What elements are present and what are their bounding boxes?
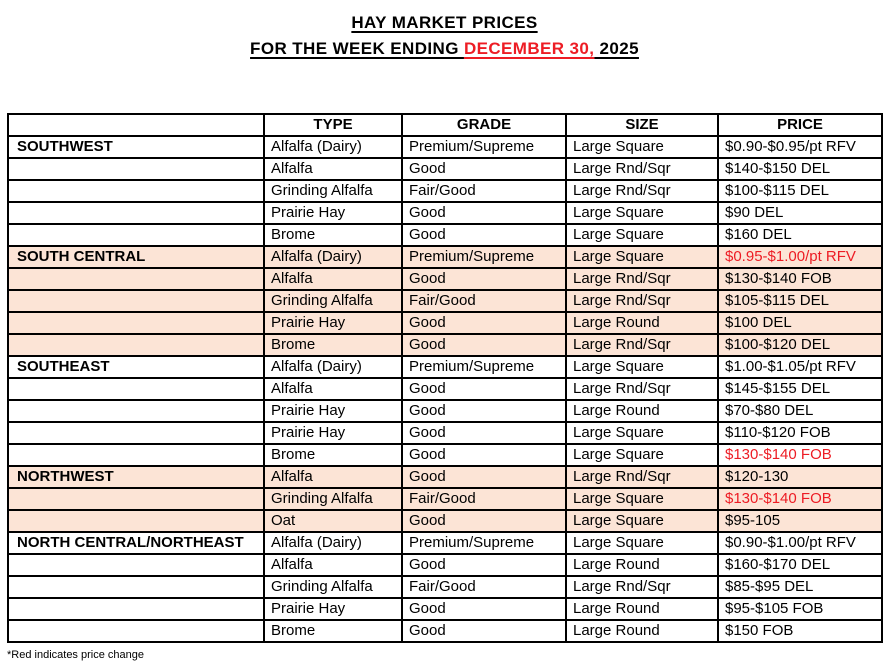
region-cell-empty (8, 576, 264, 598)
subtitle-date-highlight: DECEMBER 30, (463, 39, 595, 58)
grade-cell: Good (402, 444, 566, 466)
region-cell-empty (8, 378, 264, 400)
price-cell: $100-$120 DEL (718, 334, 882, 356)
grade-cell: Good (402, 400, 566, 422)
grade-cell: Good (402, 334, 566, 356)
price-cell: $95-$105 FOB (718, 598, 882, 620)
subtitle-year: 2025 (594, 39, 639, 58)
type-cell: Grinding Alfalfa (264, 488, 402, 510)
grade-cell: Good (402, 554, 566, 576)
table-row (8, 268, 882, 290)
price-cell: $100-$115 DEL (718, 180, 882, 202)
region-cell: NORTH CENTRAL/NORTHEAST (8, 532, 264, 554)
grade-cell: Premium/Supreme (402, 246, 566, 268)
price-cell: $0.90-$1.00/pt RFV (718, 532, 882, 554)
region-cell-empty (8, 510, 264, 532)
page-subtitle (0, 36, 889, 62)
size-cell: Large Rnd/Sqr (566, 576, 718, 598)
size-cell: Large Square (566, 224, 718, 246)
price-cell: $105-$115 DEL (718, 290, 882, 312)
size-cell: Large Square (566, 246, 718, 268)
region-cell: SOUTH CENTRAL (8, 246, 264, 268)
grade-cell: Good (402, 158, 566, 180)
region-cell-empty (8, 422, 264, 444)
size-cell: Large Rnd/Sqr (566, 158, 718, 180)
header-row (8, 114, 882, 136)
hay-price-table (7, 113, 883, 643)
grade-cell: Fair/Good (402, 290, 566, 312)
region-cell-empty (8, 620, 264, 642)
price-cell: $0.90-$0.95/pt RFV (718, 136, 882, 158)
price-cell: $110-$120 FOB (718, 422, 882, 444)
type-cell: Grinding Alfalfa (264, 290, 402, 312)
grade-cell: Fair/Good (402, 488, 566, 510)
table-row (8, 466, 882, 488)
table-row (8, 488, 882, 510)
type-cell: Alfalfa (264, 268, 402, 290)
type-cell: Brome (264, 224, 402, 246)
size-cell: Large Square (566, 422, 718, 444)
region-cell-empty (8, 488, 264, 510)
type-cell: Brome (264, 334, 402, 356)
header-size: SIZE (566, 114, 718, 136)
header-region (8, 114, 264, 136)
region-cell-empty (8, 180, 264, 202)
type-cell: Oat (264, 510, 402, 532)
size-cell: Large Square (566, 444, 718, 466)
type-cell: Prairie Hay (264, 202, 402, 224)
type-cell: Grinding Alfalfa (264, 576, 402, 598)
grade-cell: Good (402, 224, 566, 246)
price-cell: $130-$140 FOB (718, 444, 882, 466)
size-cell: Large Round (566, 400, 718, 422)
document-header (0, 10, 889, 62)
size-cell: Large Square (566, 488, 718, 510)
size-cell: Large Rnd/Sqr (566, 180, 718, 202)
table-row (8, 246, 882, 268)
region-cell-empty (8, 554, 264, 576)
region-cell-empty (8, 312, 264, 334)
table-row (8, 202, 882, 224)
type-cell: Alfalfa (264, 466, 402, 488)
table-row (8, 422, 882, 444)
size-cell: Large Square (566, 356, 718, 378)
page-title (0, 10, 889, 36)
size-cell: Large Rnd/Sqr (566, 334, 718, 356)
page-title-text: HAY MARKET PRICES (351, 13, 538, 32)
size-cell: Large Round (566, 312, 718, 334)
price-cell: $140-$150 DEL (718, 158, 882, 180)
footnote: *Red indicates price change (7, 649, 144, 661)
region-cell-empty (8, 444, 264, 466)
table-row (8, 180, 882, 202)
region-cell-empty (8, 224, 264, 246)
region-cell: NORTHWEST (8, 466, 264, 488)
type-cell: Brome (264, 620, 402, 642)
table-row (8, 532, 882, 554)
price-cell: $160 DEL (718, 224, 882, 246)
price-cell: $120-130 (718, 466, 882, 488)
table-row (8, 400, 882, 422)
grade-cell: Premium/Supreme (402, 532, 566, 554)
table-row (8, 290, 882, 312)
size-cell: Large Round (566, 620, 718, 642)
grade-cell: Good (402, 268, 566, 290)
header-price: PRICE (718, 114, 882, 136)
table-row (8, 510, 882, 532)
price-cell: $85-$95 DEL (718, 576, 882, 598)
price-cell: $0.95-$1.00/pt RFV (718, 246, 882, 268)
size-cell: Large Rnd/Sqr (566, 268, 718, 290)
table-row (8, 576, 882, 598)
size-cell: Large Round (566, 598, 718, 620)
price-cell: $150 FOB (718, 620, 882, 642)
grade-cell: Good (402, 378, 566, 400)
header-type: TYPE (264, 114, 402, 136)
price-cell: $100 DEL (718, 312, 882, 334)
table-row (8, 136, 882, 158)
table-row (8, 312, 882, 334)
price-cell: $160-$170 DEL (718, 554, 882, 576)
table-row (8, 378, 882, 400)
grade-cell: Good (402, 598, 566, 620)
type-cell: Prairie Hay (264, 422, 402, 444)
size-cell: Large Square (566, 510, 718, 532)
region-cell-empty (8, 158, 264, 180)
table-row (8, 554, 882, 576)
price-cell: $95-105 (718, 510, 882, 532)
table-row (8, 444, 882, 466)
size-cell: Large Rnd/Sqr (566, 466, 718, 488)
grade-cell: Fair/Good (402, 180, 566, 202)
region-cell-empty (8, 202, 264, 224)
size-cell: Large Round (566, 554, 718, 576)
price-cell: $130-$140 FOB (718, 488, 882, 510)
size-cell: Large Square (566, 136, 718, 158)
type-cell: Grinding Alfalfa (264, 180, 402, 202)
table-row (8, 224, 882, 246)
region-cell-empty (8, 400, 264, 422)
table-row (8, 158, 882, 180)
size-cell: Large Square (566, 202, 718, 224)
grade-cell: Fair/Good (402, 576, 566, 598)
grade-cell: Good (402, 422, 566, 444)
table-row (8, 598, 882, 620)
type-cell: Alfalfa (Dairy) (264, 356, 402, 378)
type-cell: Alfalfa (264, 378, 402, 400)
type-cell: Brome (264, 444, 402, 466)
type-cell: Prairie Hay (264, 312, 402, 334)
price-cell: $90 DEL (718, 202, 882, 224)
region-cell: SOUTHWEST (8, 136, 264, 158)
price-cell: $1.00-$1.05/pt RFV (718, 356, 882, 378)
type-cell: Alfalfa (264, 158, 402, 180)
subtitle-prefix: FOR THE WEEK ENDING (250, 39, 464, 58)
grade-cell: Good (402, 202, 566, 224)
table-row (8, 334, 882, 356)
grade-cell: Good (402, 466, 566, 488)
region-cell-empty (8, 290, 264, 312)
type-cell: Prairie Hay (264, 598, 402, 620)
table-row (8, 620, 882, 642)
region-cell: SOUTHEAST (8, 356, 264, 378)
grade-cell: Good (402, 510, 566, 532)
grade-cell: Premium/Supreme (402, 136, 566, 158)
type-cell: Prairie Hay (264, 400, 402, 422)
price-cell: $145-$155 DEL (718, 378, 882, 400)
header-grade: GRADE (402, 114, 566, 136)
size-cell: Large Rnd/Sqr (566, 290, 718, 312)
region-cell-empty (8, 334, 264, 356)
grade-cell: Good (402, 312, 566, 334)
type-cell: Alfalfa (Dairy) (264, 246, 402, 268)
size-cell: Large Square (566, 532, 718, 554)
table-row (8, 356, 882, 378)
grade-cell: Premium/Supreme (402, 356, 566, 378)
size-cell: Large Rnd/Sqr (566, 378, 718, 400)
grade-cell: Good (402, 620, 566, 642)
type-cell: Alfalfa (Dairy) (264, 532, 402, 554)
type-cell: Alfalfa (Dairy) (264, 136, 402, 158)
region-cell-empty (8, 268, 264, 290)
price-cell: $70-$80 DEL (718, 400, 882, 422)
price-cell: $130-$140 FOB (718, 268, 882, 290)
region-cell-empty (8, 598, 264, 620)
type-cell: Alfalfa (264, 554, 402, 576)
